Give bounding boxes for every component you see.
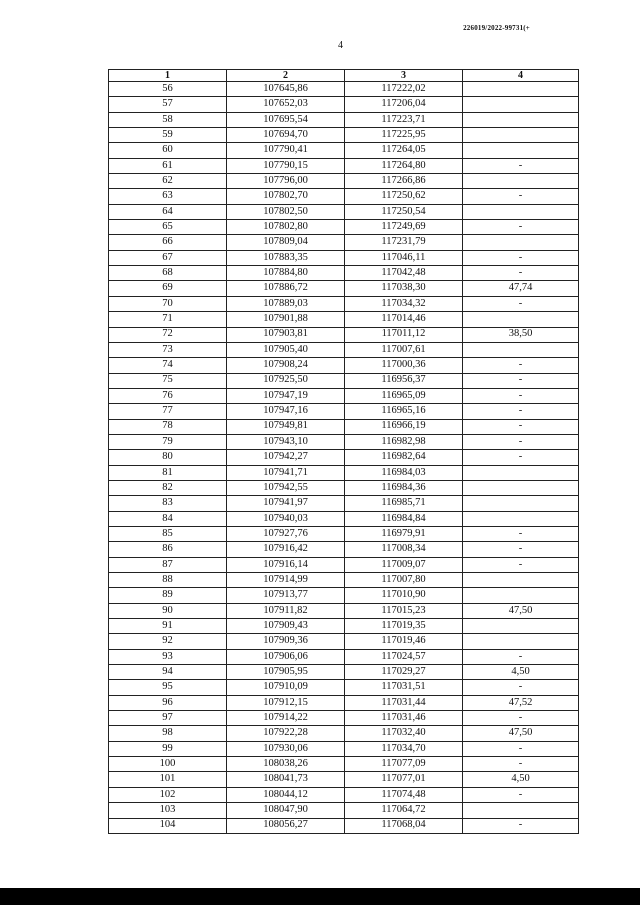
x-coordinate-cell: 107901,88	[227, 312, 345, 327]
table-row	[109, 787, 579, 802]
x-coordinate-cell: 107796,00	[227, 174, 345, 189]
value-cell	[463, 204, 579, 219]
value-cell: -	[463, 542, 579, 557]
y-coordinate-cell: 117007,61	[345, 342, 463, 357]
point-number-cell: 57	[109, 97, 227, 112]
value-cell: 4,50	[463, 665, 579, 680]
value-cell: -	[463, 266, 579, 281]
table-row	[109, 97, 579, 112]
x-coordinate-cell: 107886,72	[227, 281, 345, 296]
value-cell: -	[463, 741, 579, 756]
x-coordinate-cell: 108047,90	[227, 803, 345, 818]
value-cell: -	[463, 419, 579, 434]
x-coordinate-cell: 107943,10	[227, 434, 345, 449]
table-row	[109, 465, 579, 480]
point-number-cell: 78	[109, 419, 227, 434]
y-coordinate-cell: 117031,46	[345, 711, 463, 726]
value-cell	[463, 143, 579, 158]
table-row	[109, 588, 579, 603]
y-coordinate-cell: 117046,11	[345, 250, 463, 265]
value-cell: -	[463, 526, 579, 541]
y-coordinate-cell: 117032,40	[345, 726, 463, 741]
table-row	[109, 250, 579, 265]
x-coordinate-cell: 107927,76	[227, 526, 345, 541]
y-coordinate-cell: 117019,35	[345, 619, 463, 634]
point-number-cell: 76	[109, 388, 227, 403]
value-cell	[463, 235, 579, 250]
y-coordinate-cell: 117000,36	[345, 358, 463, 373]
y-coordinate-cell: 117029,27	[345, 665, 463, 680]
y-coordinate-cell: 117019,46	[345, 634, 463, 649]
y-coordinate-cell: 117249,69	[345, 220, 463, 235]
x-coordinate-cell: 108041,73	[227, 772, 345, 787]
value-cell: -	[463, 649, 579, 664]
x-coordinate-cell: 107947,19	[227, 388, 345, 403]
table-row	[109, 450, 579, 465]
y-coordinate-cell: 117015,23	[345, 603, 463, 618]
value-cell	[463, 312, 579, 327]
table-row	[109, 404, 579, 419]
point-number-cell: 85	[109, 526, 227, 541]
table-row	[109, 82, 579, 97]
y-coordinate-cell: 117014,46	[345, 312, 463, 327]
value-cell: -	[463, 711, 579, 726]
table-row	[109, 235, 579, 250]
table-row	[109, 143, 579, 158]
x-coordinate-cell: 108038,26	[227, 757, 345, 772]
point-number-cell: 71	[109, 312, 227, 327]
document-id: 226019/2022-99731(+	[463, 24, 530, 32]
x-coordinate-cell: 107909,36	[227, 634, 345, 649]
value-cell	[463, 342, 579, 357]
value-cell	[463, 174, 579, 189]
value-cell: -	[463, 220, 579, 235]
value-cell	[463, 496, 579, 511]
x-coordinate-cell: 107889,03	[227, 296, 345, 311]
scan-bottom-edge	[0, 888, 640, 905]
value-cell: -	[463, 250, 579, 265]
point-number-cell: 89	[109, 588, 227, 603]
y-coordinate-cell: 116965,09	[345, 388, 463, 403]
x-coordinate-cell: 107694,70	[227, 128, 345, 143]
point-number-cell: 68	[109, 266, 227, 281]
table-row	[109, 419, 579, 434]
table-row	[109, 511, 579, 526]
x-coordinate-cell: 107790,15	[227, 158, 345, 173]
x-coordinate-cell: 107695,54	[227, 112, 345, 127]
table-row	[109, 327, 579, 342]
point-number-cell: 77	[109, 404, 227, 419]
x-coordinate-cell: 107941,71	[227, 465, 345, 480]
value-cell	[463, 465, 579, 480]
y-coordinate-cell: 117009,07	[345, 557, 463, 572]
y-coordinate-cell: 117024,57	[345, 649, 463, 664]
table-row	[109, 695, 579, 710]
table-row	[109, 619, 579, 634]
point-number-cell: 70	[109, 296, 227, 311]
x-coordinate-cell: 107925,50	[227, 373, 345, 388]
point-number-cell: 83	[109, 496, 227, 511]
x-coordinate-cell: 107883,35	[227, 250, 345, 265]
value-cell	[463, 803, 579, 818]
y-coordinate-cell: 117034,32	[345, 296, 463, 311]
x-coordinate-cell: 107942,27	[227, 450, 345, 465]
y-coordinate-cell: 117223,71	[345, 112, 463, 127]
y-coordinate-cell: 117206,04	[345, 97, 463, 112]
y-coordinate-cell: 116956,37	[345, 373, 463, 388]
table-row	[109, 603, 579, 618]
x-coordinate-cell: 107949,81	[227, 419, 345, 434]
value-cell: 38,50	[463, 327, 579, 342]
point-number-cell: 56	[109, 82, 227, 97]
table-row	[109, 189, 579, 204]
column-header: 1	[109, 70, 227, 82]
table-row	[109, 649, 579, 664]
y-coordinate-cell: 116982,64	[345, 450, 463, 465]
point-number-cell: 63	[109, 189, 227, 204]
point-number-cell: 87	[109, 557, 227, 572]
value-cell	[463, 573, 579, 588]
y-coordinate-cell: 116966,19	[345, 419, 463, 434]
table-row	[109, 296, 579, 311]
y-coordinate-cell: 117007,80	[345, 573, 463, 588]
x-coordinate-cell: 108044,12	[227, 787, 345, 802]
point-number-cell: 103	[109, 803, 227, 818]
x-coordinate-cell: 107802,80	[227, 220, 345, 235]
point-number-cell: 80	[109, 450, 227, 465]
value-cell: -	[463, 434, 579, 449]
value-cell: -	[463, 818, 579, 833]
value-cell: 47,52	[463, 695, 579, 710]
table-row	[109, 358, 579, 373]
value-cell	[463, 97, 579, 112]
table-row	[109, 741, 579, 756]
x-coordinate-cell: 107906,06	[227, 649, 345, 664]
point-number-cell: 94	[109, 665, 227, 680]
value-cell	[463, 619, 579, 634]
point-number-cell: 93	[109, 649, 227, 664]
table-row	[109, 388, 579, 403]
y-coordinate-cell: 117038,30	[345, 281, 463, 296]
point-number-cell: 61	[109, 158, 227, 173]
column-header: 3	[345, 70, 463, 82]
point-number-cell: 98	[109, 726, 227, 741]
table-row	[109, 818, 579, 833]
y-coordinate-cell: 117008,34	[345, 542, 463, 557]
point-number-cell: 72	[109, 327, 227, 342]
x-coordinate-cell: 107941,97	[227, 496, 345, 511]
value-cell: -	[463, 450, 579, 465]
value-cell: -	[463, 680, 579, 695]
x-coordinate-cell: 107802,70	[227, 189, 345, 204]
x-coordinate-cell: 107914,22	[227, 711, 345, 726]
table-row	[109, 726, 579, 741]
x-coordinate-cell: 107809,04	[227, 235, 345, 250]
y-coordinate-cell: 116984,03	[345, 465, 463, 480]
y-coordinate-cell: 117077,01	[345, 772, 463, 787]
value-cell: 47,50	[463, 603, 579, 618]
x-coordinate-cell: 107911,82	[227, 603, 345, 618]
y-coordinate-cell: 117264,80	[345, 158, 463, 173]
x-coordinate-cell: 107912,15	[227, 695, 345, 710]
table-row	[109, 772, 579, 787]
point-number-cell: 92	[109, 634, 227, 649]
y-coordinate-cell: 117266,86	[345, 174, 463, 189]
point-number-cell: 100	[109, 757, 227, 772]
y-coordinate-cell: 117011,12	[345, 327, 463, 342]
y-coordinate-cell: 117064,72	[345, 803, 463, 818]
x-coordinate-cell: 107947,16	[227, 404, 345, 419]
x-coordinate-cell: 107930,06	[227, 741, 345, 756]
point-number-cell: 95	[109, 680, 227, 695]
table-row	[109, 634, 579, 649]
value-cell	[463, 511, 579, 526]
x-coordinate-cell: 107940,03	[227, 511, 345, 526]
point-number-cell: 65	[109, 220, 227, 235]
point-number-cell: 62	[109, 174, 227, 189]
y-coordinate-cell: 117010,90	[345, 588, 463, 603]
value-cell	[463, 588, 579, 603]
x-coordinate-cell: 107913,77	[227, 588, 345, 603]
y-coordinate-cell: 117264,05	[345, 143, 463, 158]
y-coordinate-cell: 116965,16	[345, 404, 463, 419]
point-number-cell: 90	[109, 603, 227, 618]
table-row	[109, 373, 579, 388]
point-number-cell: 59	[109, 128, 227, 143]
y-coordinate-cell: 117225,95	[345, 128, 463, 143]
point-number-cell: 82	[109, 480, 227, 495]
table-row	[109, 757, 579, 772]
x-coordinate-cell: 107903,81	[227, 327, 345, 342]
x-coordinate-cell: 107914,99	[227, 573, 345, 588]
y-coordinate-cell: 117077,09	[345, 757, 463, 772]
point-number-cell: 84	[109, 511, 227, 526]
x-coordinate-cell: 107652,03	[227, 97, 345, 112]
y-coordinate-cell: 117222,02	[345, 82, 463, 97]
point-number-cell: 75	[109, 373, 227, 388]
table-header-row	[109, 70, 579, 82]
value-cell: 47,50	[463, 726, 579, 741]
table-row	[109, 573, 579, 588]
table-row	[109, 803, 579, 818]
value-cell	[463, 128, 579, 143]
point-number-cell: 101	[109, 772, 227, 787]
value-cell	[463, 634, 579, 649]
column-header: 4	[463, 70, 579, 82]
table-row	[109, 665, 579, 680]
column-header: 2	[227, 70, 345, 82]
point-number-cell: 66	[109, 235, 227, 250]
point-number-cell: 88	[109, 573, 227, 588]
value-cell: -	[463, 158, 579, 173]
value-cell: 47,74	[463, 281, 579, 296]
value-cell	[463, 112, 579, 127]
y-coordinate-cell: 117231,79	[345, 235, 463, 250]
value-cell: -	[463, 189, 579, 204]
table-body	[109, 82, 579, 834]
y-coordinate-cell: 116982,98	[345, 434, 463, 449]
x-coordinate-cell: 107645,86	[227, 82, 345, 97]
coordinates-table	[108, 69, 579, 834]
table-row	[109, 434, 579, 449]
value-cell	[463, 480, 579, 495]
x-coordinate-cell: 107802,50	[227, 204, 345, 219]
point-number-cell: 91	[109, 619, 227, 634]
x-coordinate-cell: 107922,28	[227, 726, 345, 741]
x-coordinate-cell: 107905,95	[227, 665, 345, 680]
point-number-cell: 104	[109, 818, 227, 833]
table-row	[109, 342, 579, 357]
x-coordinate-cell: 108056,27	[227, 818, 345, 833]
value-cell	[463, 82, 579, 97]
y-coordinate-cell: 117250,62	[345, 189, 463, 204]
value-cell: -	[463, 787, 579, 802]
point-number-cell: 74	[109, 358, 227, 373]
y-coordinate-cell: 117068,04	[345, 818, 463, 833]
table-row	[109, 312, 579, 327]
y-coordinate-cell: 117250,54	[345, 204, 463, 219]
point-number-cell: 60	[109, 143, 227, 158]
y-coordinate-cell: 116979,91	[345, 526, 463, 541]
point-number-cell: 79	[109, 434, 227, 449]
point-number-cell: 67	[109, 250, 227, 265]
y-coordinate-cell: 117031,44	[345, 695, 463, 710]
point-number-cell: 99	[109, 741, 227, 756]
table-row	[109, 542, 579, 557]
x-coordinate-cell: 107790,41	[227, 143, 345, 158]
table-row	[109, 526, 579, 541]
x-coordinate-cell: 107884,80	[227, 266, 345, 281]
table-row	[109, 112, 579, 127]
point-number-cell: 69	[109, 281, 227, 296]
value-cell: -	[463, 358, 579, 373]
y-coordinate-cell: 117074,48	[345, 787, 463, 802]
y-coordinate-cell: 117042,48	[345, 266, 463, 281]
value-cell: 4,50	[463, 772, 579, 787]
point-number-cell: 81	[109, 465, 227, 480]
value-cell: -	[463, 557, 579, 572]
value-cell: -	[463, 404, 579, 419]
x-coordinate-cell: 107910,09	[227, 680, 345, 695]
table-row	[109, 711, 579, 726]
y-coordinate-cell: 116985,71	[345, 496, 463, 511]
x-coordinate-cell: 107916,42	[227, 542, 345, 557]
y-coordinate-cell: 117031,51	[345, 680, 463, 695]
value-cell: -	[463, 373, 579, 388]
table-row	[109, 496, 579, 511]
table-row	[109, 220, 579, 235]
table-row	[109, 266, 579, 281]
value-cell: -	[463, 388, 579, 403]
y-coordinate-cell: 116984,84	[345, 511, 463, 526]
table-row	[109, 174, 579, 189]
x-coordinate-cell: 107908,24	[227, 358, 345, 373]
point-number-cell: 96	[109, 695, 227, 710]
table-row	[109, 680, 579, 695]
x-coordinate-cell: 107916,14	[227, 557, 345, 572]
y-coordinate-cell: 117034,70	[345, 741, 463, 756]
value-cell: -	[463, 757, 579, 772]
x-coordinate-cell: 107942,55	[227, 480, 345, 495]
point-number-cell: 64	[109, 204, 227, 219]
page-number: 4	[338, 40, 343, 51]
table-row	[109, 281, 579, 296]
point-number-cell: 97	[109, 711, 227, 726]
table-row	[109, 128, 579, 143]
value-cell: -	[463, 296, 579, 311]
table-row	[109, 480, 579, 495]
y-coordinate-cell: 116984,36	[345, 480, 463, 495]
point-number-cell: 102	[109, 787, 227, 802]
table-row	[109, 158, 579, 173]
table-row	[109, 557, 579, 572]
x-coordinate-cell: 107909,43	[227, 619, 345, 634]
point-number-cell: 58	[109, 112, 227, 127]
x-coordinate-cell: 107905,40	[227, 342, 345, 357]
point-number-cell: 86	[109, 542, 227, 557]
point-number-cell: 73	[109, 342, 227, 357]
table-row	[109, 204, 579, 219]
